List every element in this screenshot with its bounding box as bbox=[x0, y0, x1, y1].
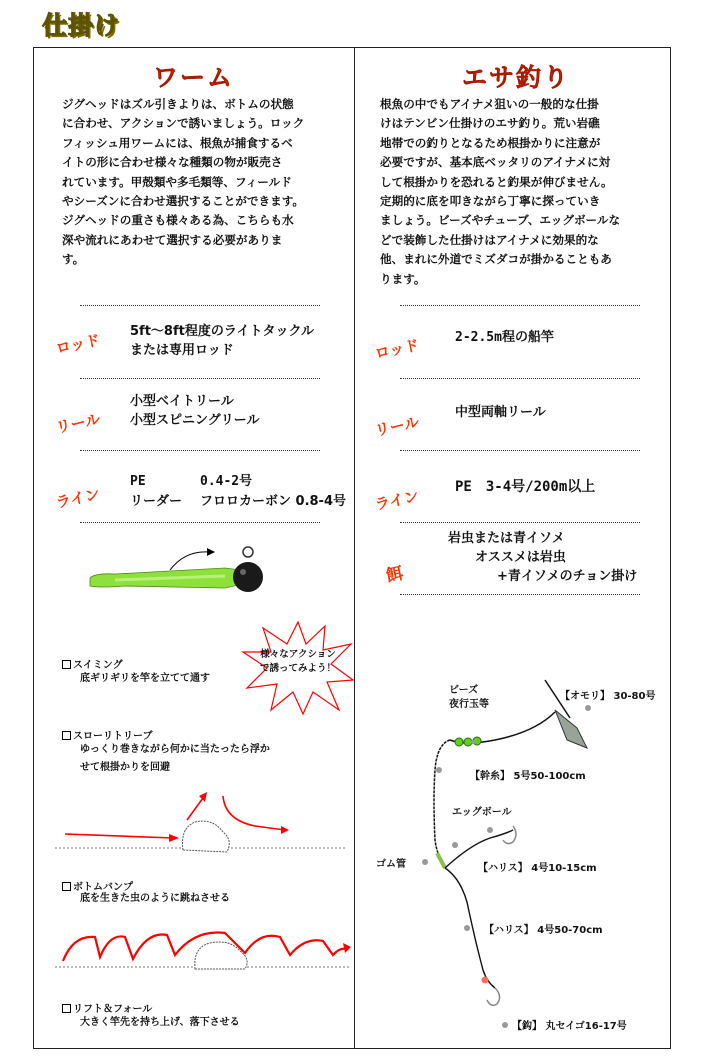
rig-label-rubber-tube: ゴム管 bbox=[376, 859, 406, 870]
bait-line-1: 岩虫または青イソメ bbox=[448, 531, 565, 546]
divider-dotted bbox=[80, 450, 320, 451]
slow-retrieve-illustration bbox=[55, 790, 345, 860]
rig-label-harisu-long: 【ハリス】 4号50-70cm bbox=[484, 925, 603, 936]
worm-reel-value: 小型ベイトリール 小型スピニングリール bbox=[130, 394, 260, 428]
technique-slow-retrieve-desc: ゆっくり巻きながら何かに当たったら浮か せて根掛かりを回避 bbox=[80, 744, 270, 773]
rig-label-beads: ビーズ 夜行玉等 bbox=[449, 685, 489, 710]
worm-line-pe-value: 0.4-2号 bbox=[200, 474, 253, 489]
bait-line-label: ライン bbox=[373, 486, 421, 514]
worm-rod-label: ロッド bbox=[54, 330, 102, 358]
bait-title: エサ釣り bbox=[462, 63, 571, 92]
technique-lift-fall-desc: 大きく竿先を持ち上げ、落下させる bbox=[80, 1017, 240, 1028]
worm-line-leader-value: フロロカーボン 0.8-4号 bbox=[200, 494, 346, 509]
worm-title: ワーム bbox=[153, 63, 235, 92]
divider-dotted bbox=[80, 378, 320, 379]
divider-dotted bbox=[400, 305, 640, 306]
bait-rod-value: 2-2.5m程の船竿 bbox=[455, 330, 554, 345]
worm-line-leader: リーダー bbox=[130, 494, 183, 509]
action-burst-text: 様々なアクション で誘ってみよう！ bbox=[259, 649, 336, 674]
technique-slow-retrieve-title: スローリトリーブ bbox=[62, 727, 153, 742]
technique-lift-fall-title: リフト＆フォール bbox=[62, 1000, 152, 1015]
jighead-worm-illustration bbox=[85, 540, 275, 610]
worm-intro: ジグヘッドはズル引きよりは、ボトムの状態 に合わせ、アクションで誘いましょう。ロック フィッシュ用ワームには、根魚が捕食するベ イトの形に合わせ様々な種類の物が販売さ れています。甲殻類や多毛類等、フィールド やシーズンに合わせ選択することができます。 ジグヘッドの重さも様々ある為、こちらも水 深や流れにあわせて選択する必要がありま す。 bbox=[62, 97, 305, 267]
bait-line-3: +青イソメのチョン掛け bbox=[497, 569, 638, 584]
bait-reel-label: リール bbox=[373, 412, 421, 440]
technique-bottom-bump-desc: 底を生きた虫のように跳ねさせる bbox=[80, 893, 230, 904]
divider-dotted bbox=[400, 378, 640, 379]
bait-rod-label: ロッド bbox=[373, 335, 421, 363]
worm-rod-value: 5ft～8ft程度のライトタックル または専用ロッド bbox=[130, 324, 315, 358]
divider-dotted bbox=[80, 305, 320, 306]
rig-label-mikiito: 【幹糸】 5号50-100cm bbox=[470, 771, 586, 782]
bait-reel-value: 中型両軸リール bbox=[455, 405, 546, 420]
bottom-bump-illustration bbox=[55, 925, 355, 977]
technique-swimming-desc: 底ギリギリを竿を立てて通す bbox=[80, 673, 210, 684]
divider-dotted bbox=[80, 522, 320, 523]
worm-line-pe: PE bbox=[130, 474, 146, 489]
rig-label-sinker: 【オモリ】 30-80号 bbox=[560, 691, 656, 702]
page-title: 仕掛け bbox=[42, 11, 121, 40]
worm-line-label: ライン bbox=[54, 484, 102, 512]
technique-bottom-bump-title: ボトムバンプ bbox=[62, 878, 133, 893]
divider-dotted bbox=[400, 522, 640, 523]
rig-label-eggball: エッグボール bbox=[452, 807, 512, 818]
worm-reel-label: リール bbox=[54, 409, 102, 437]
bait-bait-label: 餌 bbox=[384, 563, 406, 587]
rig-label-harisu-short: 【ハリス】 4号10-15cm bbox=[478, 863, 597, 874]
technique-swimming-title: スイミング bbox=[62, 656, 123, 671]
bait-line-2: オススメは岩虫 bbox=[475, 550, 566, 565]
rig-label-hook: 【鈎】 丸セイゴ16-17号 bbox=[512, 1021, 627, 1032]
bait-intro: 根魚の中でもアイナメ狙いの一般的な仕掛 けはテンビン仕掛けのエサ釣り。荒い岩礁 地帯での釣りとなるため根掛かりに注意が 必要ですが、基本底ベッタリのアイナメに対 して根掛かりを恐れると釣果が伸びません。 定期的に底を叩きながら丁寧に探っていき ましょう。ビーズやチューブ、エッグボールな どで装飾した仕掛けはアイナメに効果的な 他、まれに外道でミズダコが掛かることもあ ります。 bbox=[380, 97, 621, 286]
divider-dotted bbox=[400, 594, 640, 595]
bait-line-value: PE 3-4号/200m以上 bbox=[455, 479, 596, 495]
divider-dotted bbox=[400, 450, 640, 451]
